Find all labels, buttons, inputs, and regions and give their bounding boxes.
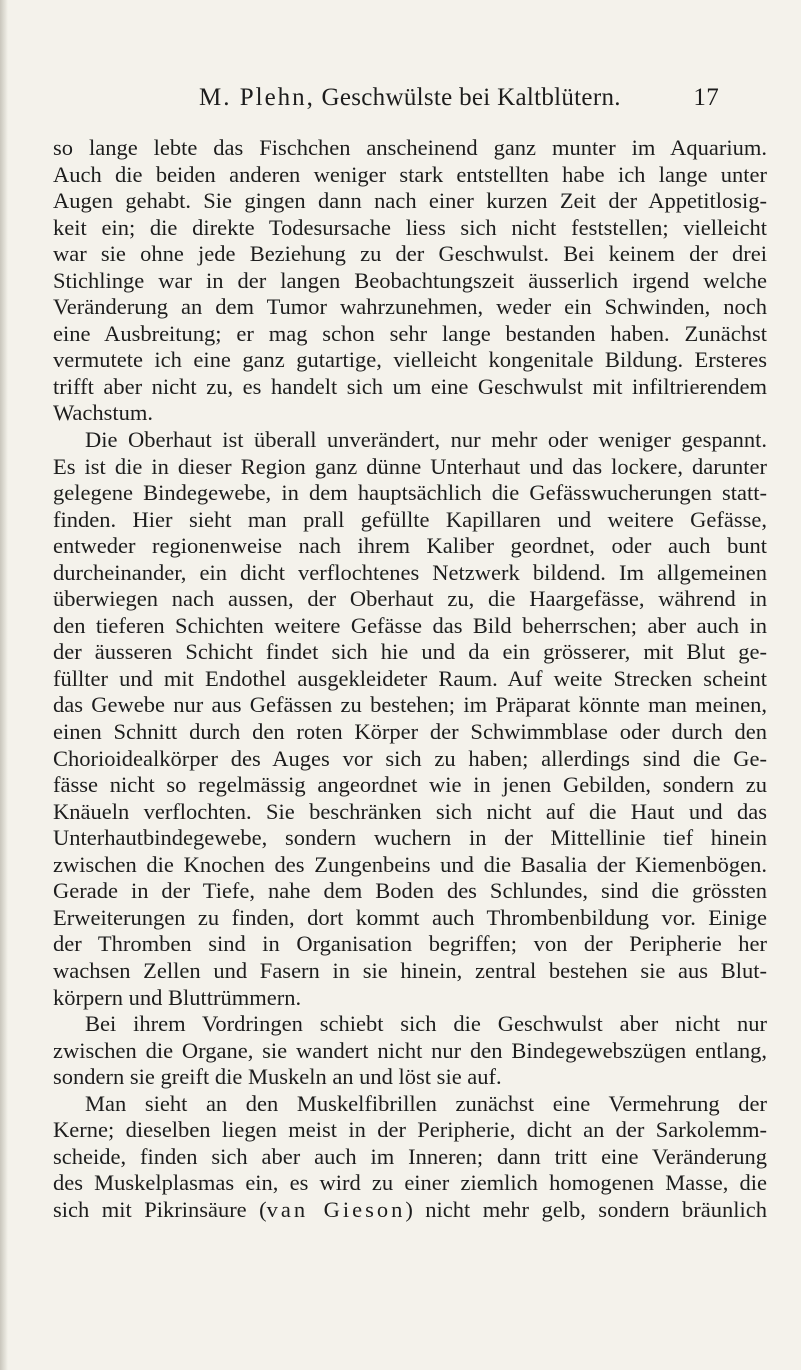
text-line: Kerne; dieselben liegen meist in der Peripherie, dicht an der Sarkolemm- <box>53 1117 767 1143</box>
text-line: Veränderung an dem Tumor wahrzunehmen, weder ein Schwinden, noch <box>53 294 767 320</box>
book-title: Geschwülste bei Kaltblütern. <box>321 84 621 111</box>
text-line: füllter und mit Endothel ausgekleideter Raum. Auf weite Strecken scheint <box>53 665 767 691</box>
text-line: des Muskelplasmas ein, es wird zu einer ziemlich homogenen Masse, die <box>53 1170 767 1196</box>
text-line: entweder regionenweise nach ihrem Kaliber geordnet, oder auch bunt <box>53 533 767 559</box>
text-line: keit ein; die direkte Todesursache liess sich nicht feststellen; vielleicht <box>53 214 767 240</box>
text-line: Augen gehabt. Sie gingen dann nach einer kurzen Zeit der Appetitlosig- <box>53 188 767 214</box>
page-number: 17 <box>693 84 719 111</box>
text-line: der äusseren Schicht findet sich hie und da ein grösserer, mit Blut ge- <box>53 639 767 665</box>
text-line: Man sieht an den Muskelfibrillen zunächst eine Vermehrung der <box>85 1090 767 1116</box>
text-line: vermutete ich eine ganz gutartige, vielleicht kongenitale Bildung. Ersteres <box>53 347 767 373</box>
page-gutter-shadow <box>0 0 8 1370</box>
text-line: eine Ausbreitung; er mag schon sehr lange bestanden haben. Zunächst <box>53 320 767 346</box>
text-line: einen Schnitt durch den roten Körper der Schwimmblase oder durch den <box>53 719 767 745</box>
text-line: überwiegen nach aussen, der Oberhaut zu, die Haargefässe, während in <box>53 586 767 612</box>
text-line: körpern und Bluttrümmern. <box>53 984 302 1010</box>
text-line: den tieferen Schichten weitere Gefässe das Bild beherrschen; aber auch in <box>53 612 767 638</box>
running-head <box>199 84 719 124</box>
text-line: Bei ihrem Vordringen schiebt sich die Geschwulst aber nicht nur <box>85 1011 767 1037</box>
text-line: durcheinander, ein dicht verflochtenes Netzwerk bildend. Im allgemeinen <box>53 559 767 585</box>
text-line: Die Oberhaut ist überall unverändert, nur mehr oder weniger gespannt. <box>85 427 767 453</box>
text-line: so lange lebte das Fischchen anscheinend ganz munter im Aquarium. <box>53 135 767 160</box>
body-text <box>53 135 767 1223</box>
text-line: Knäueln verflochten. Sie beschränken sich nicht auf die Haut und das <box>53 798 767 824</box>
text-line: Stichlinge war in der langen Beobachtungszeit äusserlich irgend welche <box>53 267 767 293</box>
text-line: gelegene Bindegewebe, in dem hauptsächlich die Gefässwucherungen statt- <box>53 480 767 506</box>
text-line: Chorioidealkörper des Auges vor sich zu haben; allerdings sind die Ge- <box>53 745 767 771</box>
author-name: M. Plehn, <box>199 84 315 111</box>
text-line: scheide, finden sich aber auch im Inneren; dann tritt eine Veränderung <box>53 1143 767 1169</box>
text-line: zwischen die Organe, sie wandert nicht nur den Bindegewebszügen entlang, <box>53 1037 767 1063</box>
text-line: finden. Hier sieht man prall gefüllte Kapillaren und weitere Gefässe, <box>53 506 767 532</box>
text-line: Gerade in der Tiefe, nahe dem Boden des Schlundes, sind die grössten <box>53 878 767 904</box>
text-line: war sie ohne jede Beziehung zu der Geschwulst. Bei keinem der drei <box>53 241 767 267</box>
text-line: Auch die beiden anderen weniger stark entstellten habe ich lange unter <box>53 161 767 187</box>
text-line: Unterhautbindegewebe, sondern wuchern in der Mittellinie tief hinein <box>53 825 767 851</box>
text-line: zwischen die Knochen des Zungenbeins und die Basalia der Kiemenbögen. <box>53 851 767 877</box>
text-line: Erweiterungen zu finden, dort kommt auch Thrombenbildung vor. Einige <box>53 904 767 930</box>
text-line: trifft aber nicht zu, es handelt sich um eine Geschwulst mit infiltrierendem <box>53 373 767 399</box>
text-line: fässe nicht so regelmässig angeordnet wie in jenen Gebilden, sondern zu <box>53 772 767 798</box>
text-line: sondern sie greift die Muskeln an und löst sie auf. <box>53 1064 502 1090</box>
text-line: wachsen Zellen und Fasern in sie hinein, zentral bestehen sie aus Blut- <box>53 957 767 983</box>
text-line: sich mit Pikrinsäure (van Gieson) nicht mehr gelb, sondern bräunlich <box>53 1196 767 1222</box>
text-line: der Thromben sind in Organisation begriffen; von der Peripherie her <box>53 931 767 957</box>
text-line: Wachstum. <box>53 400 154 426</box>
running-title <box>199 84 621 112</box>
text-line: Es ist die in dieser Region ganz dünne Unterhaut und das lockere, darunter <box>53 453 767 479</box>
spaced-name: van Gieson <box>266 1196 406 1222</box>
text-line: das Gewebe nur aus Gefässen zu bestehen; im Präparat könnte man meinen, <box>53 692 767 718</box>
